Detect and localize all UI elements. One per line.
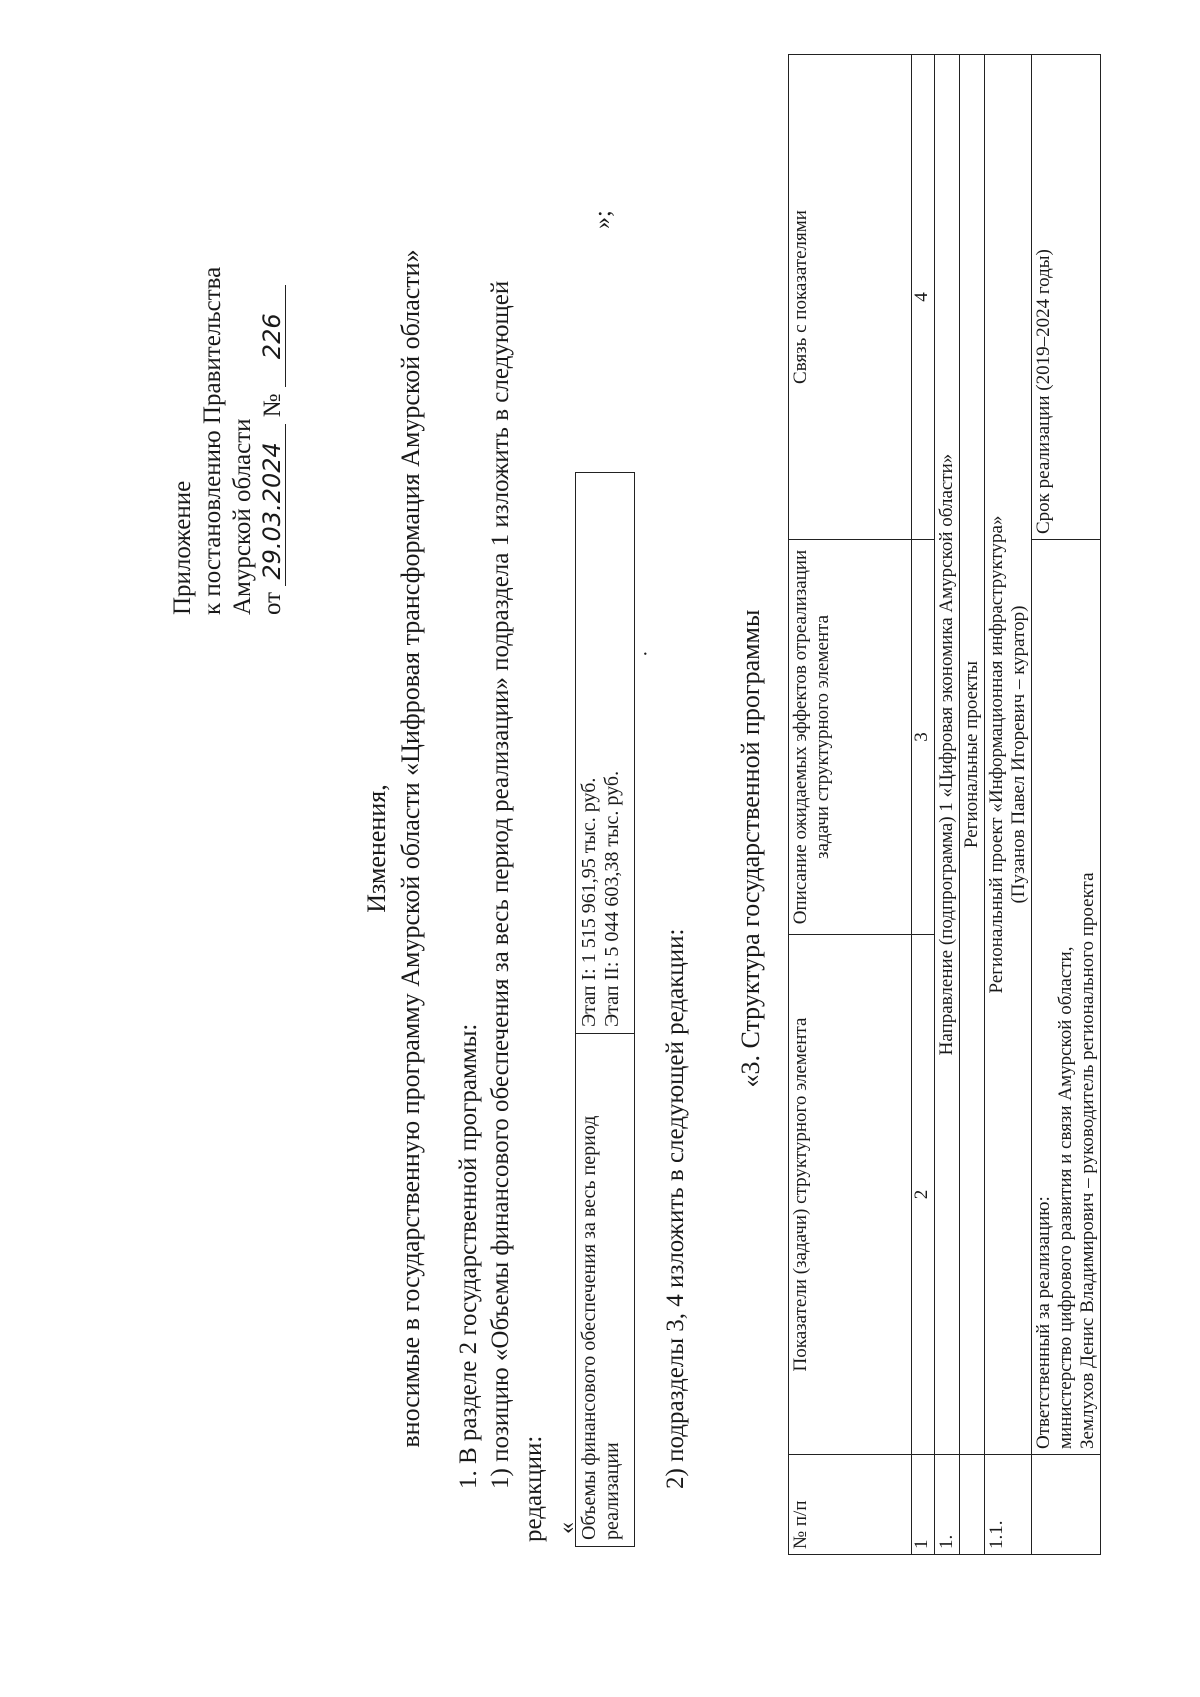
project-title: Региональный проект «Информационная инфраструктура» [986,515,1007,994]
structure-table [788,54,1101,1555]
header-indicators: Показатели (задачи) структурного элемента [789,935,912,1455]
header-number: № п/п [789,1455,912,1555]
paragraph-section-2: 1. В разделе 2 государственной программы: [455,1023,482,1489]
empty-cell [960,1455,985,1555]
document-heading: Изменения, [362,784,391,913]
table-row [912,55,935,1555]
paragraph-item-1-continued: редакции: [520,1435,547,1542]
stray-mark: · [635,650,657,657]
project-curator: (Пузанов Павел Игоревич – куратор) [1008,605,1029,904]
date-prefix: от [259,591,286,615]
appendix-line1: Приложение [169,480,196,615]
direction-number: 1. [935,1455,960,1555]
table-header-row [789,55,912,1555]
header-link: Связь с показателями [789,55,912,540]
financing-label-cell: Объемы финансового обеспечения за весь период реализации [576,1034,635,1547]
col-number-4: 4 [912,55,935,540]
header-effects: Описание ожидаемых эффектов отреализации задачи структурного элемента [789,540,912,935]
financing-stage-1: Этап I: 1 515 961,95 тыс. руб. [578,777,600,1027]
table-row [1032,55,1101,1555]
col-number-2: 2 [912,935,935,1455]
financing-stage-2: Этап II: 5 044 603,38 тыс. руб. [601,770,623,1027]
responsible-ministry: министерство цифрового развития и связи Амурской области, [1055,946,1076,1449]
responsible-cell [1032,540,1101,1455]
paragraph-item-1: 1) позицию «Объемы финансового обеспечения за весь период реализации» подраздела 1 изложить в следующей [487,280,514,1489]
appendix-block [168,267,288,615]
term-cell: Срок реализации (2019–2024 годы) [1032,55,1101,540]
financing-row [576,473,635,1547]
paragraph-item-2: 2) подразделы 3, 4 изложить в следующей редакции: [662,928,689,1489]
document-subtitle: вносимые в государственную программу Амурской области «Цифровая трансформация Амурской области» [396,249,425,1448]
appendix-date-line [258,267,288,615]
appendix-line2: к постановлению Правительства [199,266,226,615]
direction-title: Направление (подпрограмма) 1 «Цифровая экономика Амурской области» [935,55,960,1455]
project-title-cell [985,55,1032,1455]
handwritten-date: 29.03.2024 [259,424,286,586]
table-row [960,55,985,1555]
opening-quote: « [554,1522,580,1534]
appendix-line3: Амурской области [229,418,256,615]
financing-table [575,472,635,1547]
table-row [985,55,1032,1555]
closing-quote: »; [590,210,616,229]
number-label: № [259,393,286,418]
responsible-head: Землухов Денис Владимирович – руководитель регионального проекта [1077,872,1098,1449]
empty-cell [1032,1455,1101,1555]
col-number-1: 1 [912,1455,935,1555]
table-row [935,55,960,1555]
col-number-3: 3 [912,540,935,935]
responsible-label: Ответственный за реализацию: [1033,1196,1054,1449]
project-number: 1.1. [985,1455,1032,1555]
financing-values-cell [576,473,635,1034]
regional-projects-label: Региональные проекты [960,55,985,1455]
structure-section-title: «3. Структура государственной программы [736,609,765,1088]
handwritten-number: 226 [259,285,286,387]
